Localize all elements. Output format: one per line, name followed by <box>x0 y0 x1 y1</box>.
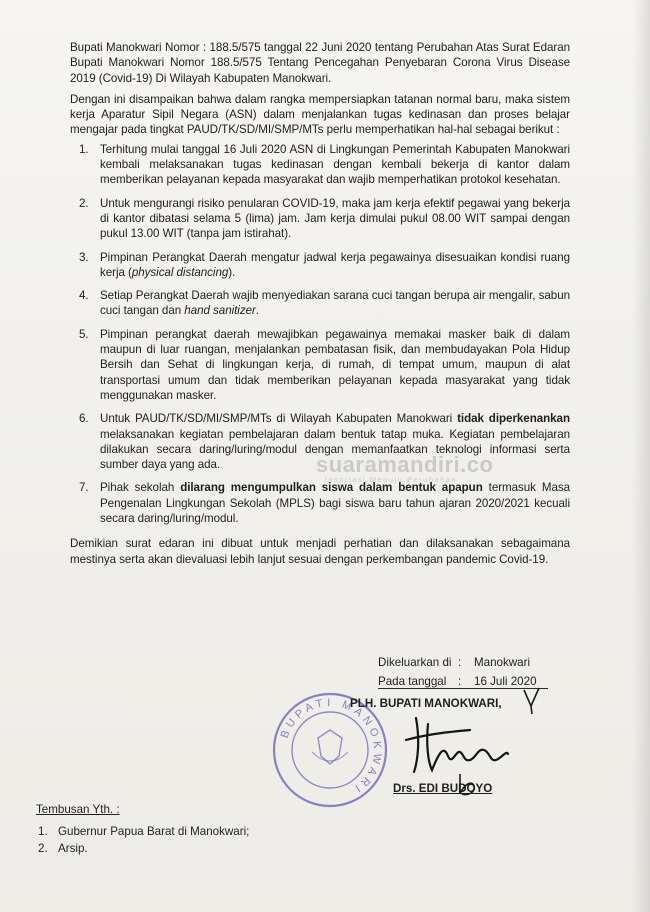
issued-date-value: 16 Juli 2020 <box>474 675 537 688</box>
item-text-end: ). <box>228 265 236 279</box>
item-number: 2. <box>79 196 89 210</box>
item-text: Untuk mengurangi risiko penularan COVID-19, maka jam kerja efektif pegawai yang bekerja di kantor dibatasi selama 5 (lima) jam. Jam kerja dimulai pukul 08.00 WIT sampai dengan pukul 13.00 WIT (tanpa jam istirahat). <box>100 196 570 241</box>
list-item <box>70 196 570 242</box>
item-text: Pimpinan Perangkat Daerah mengatur jadwal kerja pegawainya disesuaikan kondisi ruang kerja ( <box>100 250 570 279</box>
item-number: 1. <box>79 142 89 156</box>
purpose-paragraph: Dengan ini disampaikan bahwa dalam rangka mempersiapkan tatanan normal baru, maka sistem kerja Aparatur Sipil Negara (ASN) dalam menjalankan tugas kedinasan dan proses belajar mengajar pada tingkat PAUD/TK/SD/MI/SMP/MTs perlu memperhatikan hal-hal sebagai berikut : <box>70 92 570 137</box>
list-item <box>70 250 570 281</box>
issued-at-row <box>378 653 537 672</box>
item-text: Untuk PAUD/TK/SD/MI/SMP/MTs di Wilayah Kabupaten Manokwari <box>100 412 458 426</box>
handwritten-signature-icon <box>398 710 518 780</box>
initial-mark-icon <box>454 772 480 798</box>
watermark-main: suaramandiri.co <box>316 452 494 477</box>
cc-item-text: Arsip. <box>58 842 88 855</box>
item-text-end: termasuk Masa Pengenalan Lingkungan Sekolah (MPLS) bagi siswa baru tahun ajaran 2020/2021 kecuali secara daring/luring/modul. <box>100 481 570 526</box>
item-text: Setiap Perangkat Daerah wajib menyediakan sarana cuci tangan berupa air mengalir, sabun cuci tangan dan <box>100 289 570 318</box>
watermark-tagline: Inspirasi Menuju Perubahan <box>324 475 458 484</box>
item-number: 3. <box>79 250 89 264</box>
item-text: Pimpinan perangkat daerah mewajibkan pegawainya memakai masker baik di dalam maupun di luar ruangan, menjalankan pembatasan fisik, dan membudayakan Pola Hidup Bersih dan Sehat di lingkungan kerja, di rumah, di tempat umum, maupun di alat transportasi umum dan tidak memberikan pelayanan kepada masyarakat yang tidak menggunakan masker. <box>100 327 570 402</box>
cc-item <box>38 840 249 857</box>
cc-list <box>38 823 249 857</box>
item-bold-term: dilarang mengumpulkan siswa dalam bentuk apapun <box>180 481 483 495</box>
issued-date-separator: : <box>458 675 462 688</box>
item-text: Terhitung mulai tanggal 16 Juli 2020 ASN di Lingkungan Pemerintah Kabupaten Manokwari kembali melaksanakan tugas kedinasan dengan kembali bekerja di kantor dalam memberikan pelayanan kepada masyarakat dan wajib memperhatikan protokol kesehatan. <box>100 142 570 187</box>
item-number: 7. <box>79 481 89 495</box>
signatory-name: Drs. EDI BUDOYO <box>393 782 493 795</box>
item-italic-term: physical distancing <box>131 265 229 279</box>
cc-heading: Tembusan Yth. : <box>36 803 120 816</box>
issue-details <box>378 653 537 691</box>
item-bold-term: tidak diperkenankan <box>457 412 570 426</box>
page-shadow <box>632 0 650 912</box>
seal-text: BUPATI MANOKWARI <box>278 696 384 797</box>
item-number: 6. <box>79 412 89 426</box>
cc-item-number: 2. <box>38 842 48 855</box>
official-title: PLH. BUPATI MANOKWARI, <box>350 697 502 710</box>
item-number: 5. <box>79 327 89 341</box>
closing-paragraph: Demikian surat edaran ini dibuat untuk menjadi perhatian dan dilaksanakan sebagaimana mestinya serta akan dievaluasi lebih lanjut sesuai dengan perkembangan pandemic Covid-19. <box>70 537 570 566</box>
instruction-list <box>70 142 570 527</box>
list-item <box>70 142 570 188</box>
cc-item-number: 1. <box>38 825 48 838</box>
list-item <box>70 411 570 472</box>
issued-at-label: Dikeluarkan di <box>378 656 452 669</box>
cc-item <box>38 823 249 840</box>
item-text-end: . <box>255 304 259 318</box>
item-italic-term: hand sanitizer <box>184 304 256 318</box>
initial-mark-icon <box>521 684 543 716</box>
issued-at-value: Manokwari <box>474 656 531 669</box>
list-item <box>70 288 570 319</box>
item-number: 4. <box>79 289 89 303</box>
item-text: Pihak sekolah <box>100 481 181 495</box>
issued-at-separator: : <box>458 656 462 669</box>
cc-item-text: Gubernur Papua Barat di Manokwari; <box>58 825 250 838</box>
letter-body <box>70 40 570 567</box>
intro-paragraph: Bupati Manokwari Nomor : 188.5/575 tanggal 22 Juni 2020 tentang Perubahan Atas Surat Edaran Bupati Manokwari Nomor 188.5/575 Tentang Pencegahan Penyebaran Corona Virus Disease 2019 (Covid-19) Di Wilayah Kabupaten Manokwari. <box>70 41 570 85</box>
list-item <box>70 327 570 403</box>
item-text-end: melaksanakan kegiatan pembelajaran dalam bentuk tatap muka. Kegiatan pembelajaran dilakukan secara daring/luring/modul dengan memanfaatkan teknologi informasi serta sumber daya yang ada. <box>100 427 570 472</box>
list-item <box>70 480 570 526</box>
issued-date-label: Pada tanggal <box>378 675 447 688</box>
